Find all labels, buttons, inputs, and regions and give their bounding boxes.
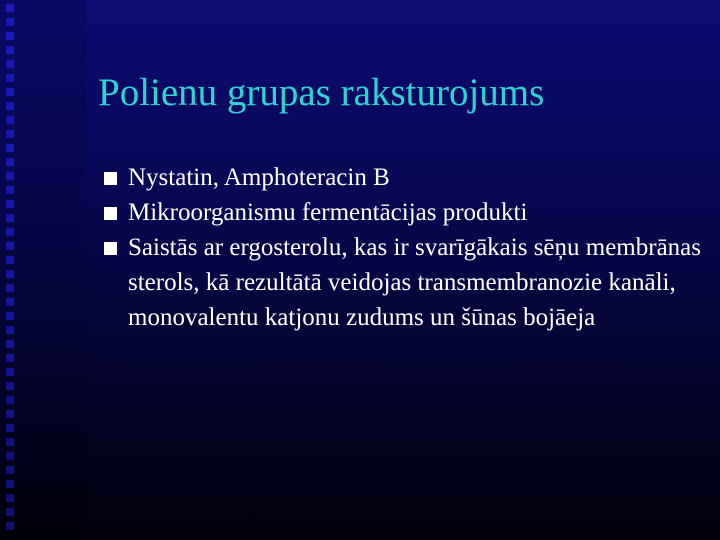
decorative-square	[6, 508, 14, 516]
decorative-square	[6, 130, 14, 138]
decorative-square	[6, 172, 14, 180]
decorative-square	[6, 522, 14, 530]
bullet-item	[104, 195, 704, 230]
decorative-square	[6, 102, 14, 110]
decorative-square	[6, 74, 14, 82]
square-bullet-icon	[104, 242, 117, 255]
decorative-square	[6, 242, 14, 250]
decorative-square	[6, 60, 14, 68]
decorative-square	[6, 382, 14, 390]
square-bullet-icon	[104, 207, 117, 220]
decorative-square	[6, 466, 14, 474]
decorative-square	[6, 32, 14, 40]
decorative-square	[6, 18, 14, 26]
decorative-square	[6, 256, 14, 264]
decorative-square	[6, 228, 14, 236]
decorative-square	[6, 368, 14, 376]
decorative-square	[6, 214, 14, 222]
decorative-square	[6, 116, 14, 124]
decorative-square	[6, 340, 14, 348]
decorative-square	[6, 480, 14, 488]
decorative-square	[6, 88, 14, 96]
decorative-square	[6, 494, 14, 502]
decorative-square	[6, 200, 14, 208]
decorative-square	[6, 438, 14, 446]
bullet-text: Saistās ar ergosterolu, kas ir svarīgākais sēņu membrānas sterols, kā rezultātā veidojas transmembranozie kanāli, monovalentu katjonu zudums un šūnas bojāeja	[128, 234, 701, 331]
decorative-square	[6, 270, 14, 278]
bullet-list	[104, 160, 704, 335]
bullet-text: Nystatin, Amphoteracin B	[128, 164, 390, 191]
decorative-square	[6, 424, 14, 432]
decorative-square	[6, 46, 14, 54]
bullet-text: Mikroorganismu fermentācijas produkti	[128, 199, 528, 226]
bullet-item	[104, 230, 704, 335]
decorative-square	[6, 144, 14, 152]
decorative-square	[6, 298, 14, 306]
decorative-square	[6, 284, 14, 292]
decorative-square	[6, 312, 14, 320]
left-decorative-band	[0, 0, 86, 540]
decorative-square	[6, 158, 14, 166]
decorative-square	[6, 326, 14, 334]
decorative-square	[6, 410, 14, 418]
decorative-square	[6, 186, 14, 194]
bullet-item	[104, 160, 704, 195]
decorative-square	[6, 452, 14, 460]
decorative-square	[6, 4, 14, 12]
decorative-square-column	[0, 0, 28, 540]
square-bullet-icon	[104, 172, 117, 185]
slide-title: Polienu grupas raksturojums	[98, 71, 545, 114]
decorative-square	[6, 396, 14, 404]
decorative-square	[6, 354, 14, 362]
